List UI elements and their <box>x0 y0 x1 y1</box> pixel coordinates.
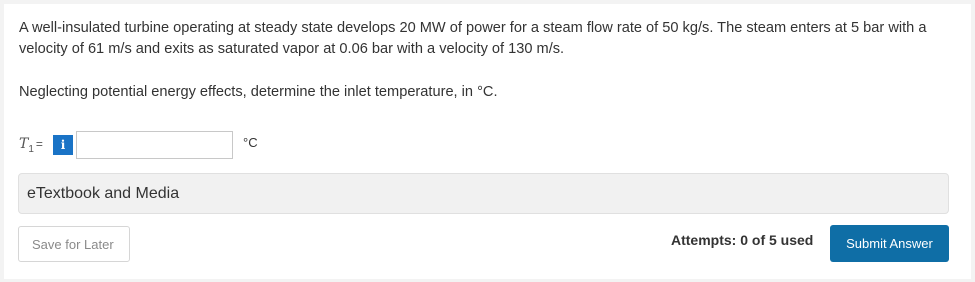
question-text <box>19 18 959 103</box>
answer-input[interactable] <box>76 131 233 159</box>
save-for-later-button[interactable]: Save for Later <box>18 226 130 262</box>
variable-label <box>19 136 53 155</box>
question-paragraph-1: A well-insulated turbine operating at steady state develops 20 MW of power for a steam flow rate of 50 kg/s. The steam enters at 5 bar with a velocity of 61 m/s and exits as saturated vapor at 0.06 bar with a velocity of 130 m/s. <box>19 20 927 57</box>
unit-label: °C <box>243 134 258 150</box>
etextbook-media-label: eTextbook and Media <box>27 184 180 202</box>
attempts-counter: Attempts: 0 of 5 used <box>671 232 814 248</box>
question-card <box>4 4 971 279</box>
etextbook-media-toggle[interactable] <box>18 173 949 214</box>
variable-subscript: 1 <box>28 143 34 155</box>
equals-sign: = <box>35 136 43 151</box>
question-instruction: Neglecting potential energy effects, determine the inlet temperature, in °C. <box>19 84 498 100</box>
submit-answer-button[interactable]: Submit Answer <box>830 225 949 262</box>
info-icon[interactable]: i <box>53 135 73 155</box>
answer-row <box>19 129 258 161</box>
variable-symbol: T <box>19 135 29 152</box>
